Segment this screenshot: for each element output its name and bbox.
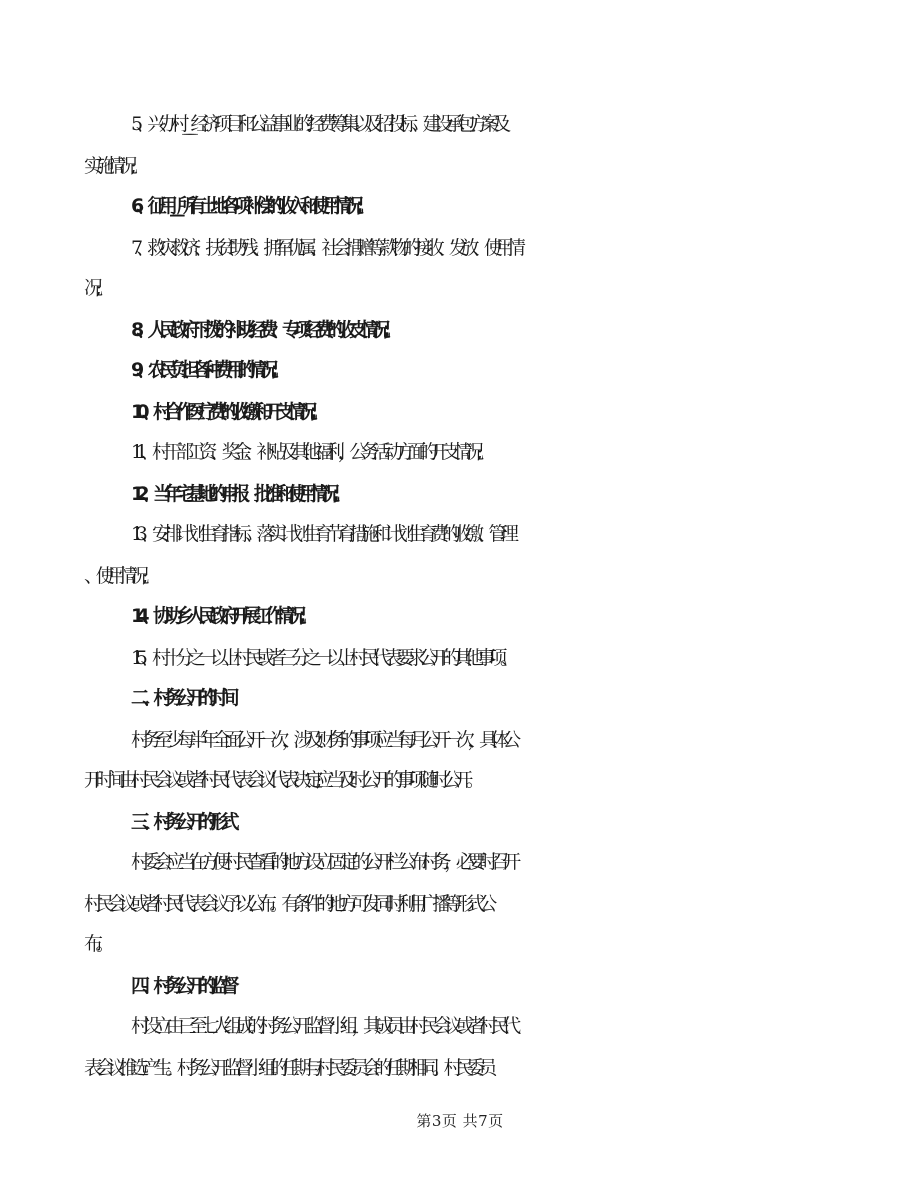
section-2-body-line-1: 村务至少每半年全面公开一次，涉及财务的事项应当每月公开一次，具体公 bbox=[131, 729, 514, 751]
page-number-footer: 第3页 共7页 bbox=[416, 1112, 504, 1130]
section-2-body-line-2: 开时间由村民会议或者村民代表会议代表决定;应当及时公开的事项随时公开。 bbox=[84, 769, 478, 791]
section-4-heading: 四、村务公开的监督 bbox=[131, 975, 232, 997]
item-11: 11、村干部工资、奖金、补贴及其他福利，公务活动方面的开支情况; bbox=[131, 441, 476, 463]
item-6: 6、征用____所有土地各项补偿的收入和使用情况; bbox=[131, 195, 356, 217]
item-13-line-2: 、使用情况; bbox=[84, 565, 142, 587]
item-7-line-2: 况; bbox=[84, 277, 95, 299]
item-9: 9、农民负担各种费用的情况; bbox=[131, 359, 271, 381]
item-12: 12、当年宅基地的申报、批准和使用情况; bbox=[131, 483, 333, 505]
section-4-body-line-2: 表会议推选产生。村务公开监督小组的任期与村民委员会的任期相同。村民委员 bbox=[84, 1057, 491, 1079]
item-5-line-2: 实施情况; bbox=[84, 155, 130, 177]
item-14: 14、协助乡人民政府开展工作情况; bbox=[131, 605, 299, 627]
item-15: 15、村十分之一以上村民或者三分之一以上村民代表要求公开的其他事项。 bbox=[131, 647, 512, 669]
item-5-line-1: 5、兴办村____经济项目和公益事业的经费筹集以及招投标、建设承包方案及 bbox=[131, 113, 504, 135]
item-13-line-1: 13、安排计划生育指标、落实计划生育节育措施和计划生育费的收缴、管理 bbox=[131, 523, 512, 545]
section-3-body-line-2: 村民会议或者村民代表会议予以公布。有条件的地方可发同时利用广播等形式公 bbox=[84, 893, 491, 915]
section-3-heading: 三、村务公开的形式 bbox=[131, 811, 232, 833]
item-7-line-1: 7、救灾救济、扶贫助残、拥军优属、社会捐赠等款物的接收、发放、使用情 bbox=[131, 237, 519, 259]
item-8: 8、人民政府下拨的补助经费、专项经费的收支情况; bbox=[131, 319, 383, 341]
section-3-body-line-3: 布。 bbox=[84, 933, 108, 955]
section-4-body-line-1: 村设立由三至七人组成的村务公开监督小组，其成员由村民会议或者村民代 bbox=[131, 1015, 514, 1037]
item-10: 10、村合作医疗费的收缴和开支情况; bbox=[131, 401, 310, 423]
section-3-body-line-1: 村委会应当在方便村民查看的地方设立固定的公开栏公布村务，必要时召开 bbox=[131, 851, 514, 873]
section-2-heading: 二、村务公开的时间 bbox=[131, 687, 232, 709]
